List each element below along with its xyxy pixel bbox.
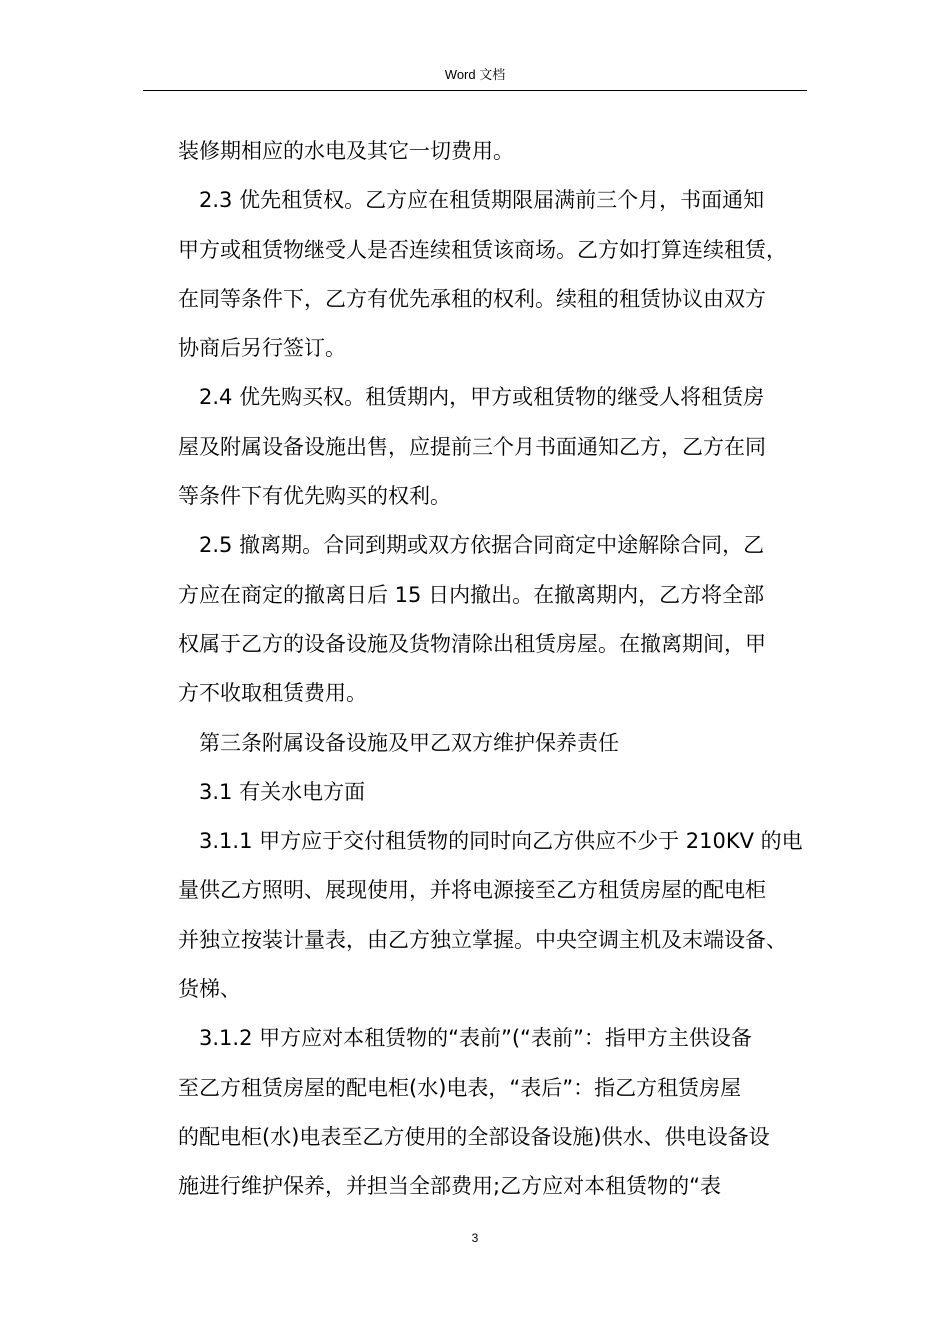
text-line: 协商后另行签订。: [178, 336, 346, 361]
page-header: [143, 64, 807, 91]
text-line: 等条件下有优先购买的权利。: [178, 484, 451, 509]
text-line: 并独立按装计量表，由乙方独立掌握。中央空调主机及末端设备、: [178, 927, 787, 952]
text-line: 货梯、: [178, 977, 241, 1002]
text-line: 方应在商定的撤离日后 15 日内撤出。在撤离期内，乙方将全部: [178, 582, 765, 607]
text-line: 装修期相应的水电及其它一切费用。: [178, 139, 514, 163]
text-line: 量供乙方照明、展现使用，并将电源接至乙方租赁房屋的配电柜: [178, 878, 766, 903]
text-line: 2.4 优先购买权。租赁期内，甲方或租赁物的继受人将租赁房: [199, 385, 765, 410]
text-line: 甲方或租赁物继受人是否连续租赁该商场。乙方如打算连续租赁，: [178, 237, 787, 262]
text-line: 在同等条件下，乙方有优先承租的权利。续租的租赁协议由双方: [178, 286, 766, 311]
text-line: 的配电柜(水)电表至乙方使用的全部设备设施)供水、供电设备设: [178, 1124, 770, 1149]
text-line: 至乙方租赁房屋的配电柜(水)电表，“表后”：指乙方租赁房屋: [178, 1075, 742, 1100]
document-body: [178, 127, 818, 1212]
page-number: 3: [471, 1231, 479, 1245]
text-line: 3.1.2 甲方应对本租赁物的“表前”(“表前”：指甲方主供设备: [199, 1026, 752, 1051]
text-line: 2.5 撤离期。合同到期或双方依据合同商定中途解除合同，乙: [199, 533, 765, 558]
section-heading: 第三条附属设备设施及甲乙双方维护保养责任: [199, 730, 619, 755]
text-line: 权属于乙方的设备设施及货物清除出租赁房屋。在撤离期间，甲: [178, 631, 766, 656]
text-line: 施进行维护保养，并担当全部费用;乙方应对本租赁物的“表: [178, 1174, 721, 1199]
text-line: 3.1.1 甲方应于交付租赁物的同时向乙方供应不少于 210KV 的电: [199, 829, 803, 854]
text-line: 方不收取租赁费用。: [178, 681, 367, 706]
header-title: Word 文档: [444, 67, 506, 82]
subsection-heading: 3.1 有关水电方面: [199, 779, 366, 804]
text-line: 2.3 优先租赁权。乙方应在租赁期限届满前三个月，书面通知: [199, 188, 765, 213]
text-line: 屋及附属设备设施出售，应提前三个月书面通知乙方，乙方在同: [178, 434, 766, 459]
